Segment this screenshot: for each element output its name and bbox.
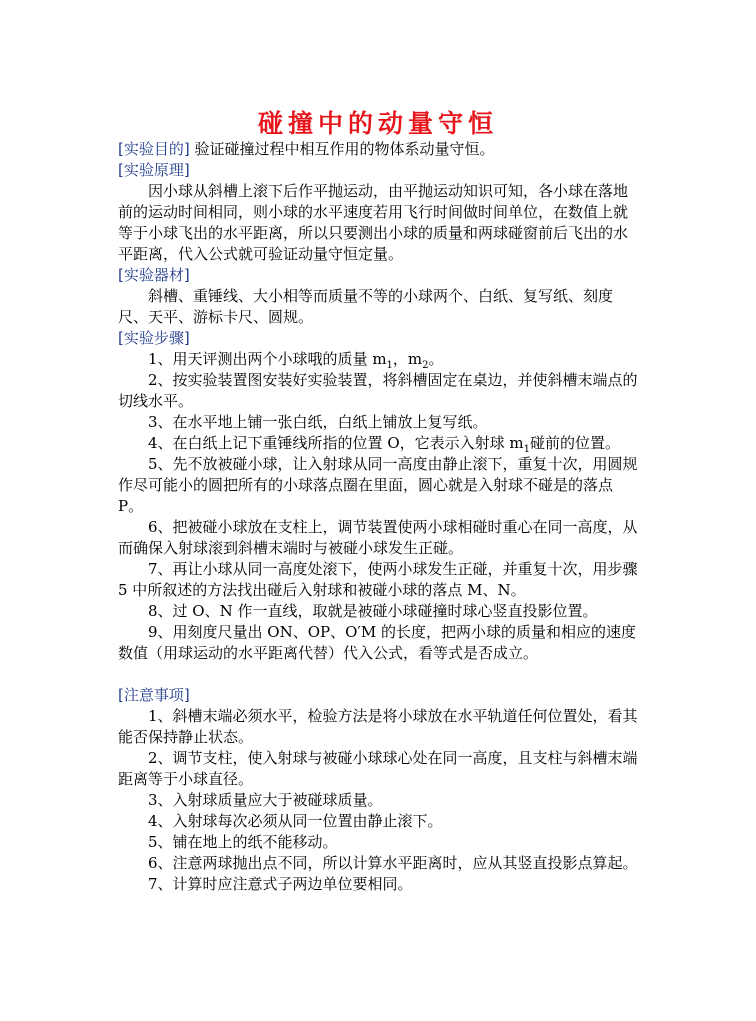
step-1-subscript-2: 2 (422, 360, 429, 371)
step-4-subscript: 1 (523, 444, 530, 455)
step-5: 5、先不放被碰小球，让入射球从同一高度由静止滚下，重复十次，用圆规作尽可能小的圆把所有的小球落点圈在里面，圆心就是入射球不碰是的落点 P。 (118, 455, 638, 515)
purpose-text: 验证碰撞过程中相互作用的物体系动量守恒。 (194, 140, 495, 158)
step-1-subscript-1: 1 (386, 360, 393, 371)
step-4 (118, 433, 638, 454)
page-title: 碰撞中的动量守恒 (257, 109, 498, 138)
section-spacer (118, 664, 638, 685)
principle-label-line (118, 160, 638, 181)
note-item: 7、计算时应注意式子两边单位要相同。 (148, 875, 413, 893)
step-4-text: 4、在白纸上记下重锤线所指的位置 O，它表示入射球 m (148, 434, 524, 452)
note-item: 1、斜槽末端必须水平，检验方法是将小球放在水平轨道任何位置处，看其能否保持静止状态。 (118, 707, 638, 746)
notes-label-line (118, 685, 638, 706)
steps-label-line (118, 328, 638, 349)
step-4-end: 碰前的位置。 (529, 434, 620, 452)
equipment-text: 斜槽、重锤线、大小相等而质量不等的小球两个、白纸、复写纸、刻度尺、天平、游标卡尺、圆规。 (118, 287, 614, 326)
principle-text: 因小球从斜槽上滚下后作平抛运动，由平抛运动知识可知，各小球在落地前的运动时间相同，则小球的水平速度若用飞行时间做时间单位，在数值上就等于小球飞出的水平距离，所以只要测出小球的质量和两球碰窗前后飞出的水平距离，代入公式就可验证动量守恒定量。 (118, 182, 629, 263)
document-body (118, 139, 638, 895)
step-8: 8、过 O、N 作一直线，取就是被碰小球碰撞时球心竖直投影位置。 (148, 602, 598, 620)
step-7: 7、再让小球从同一高度处滚下，使两小球发生正碰，并重复十次，用步骤 5 中所叙述的方法找出碰后入射球和被碰小球的落点 M、N。 (118, 560, 638, 599)
note-item: 2、调节支柱，使入射球与被碰小球球心处在同一高度，且支柱与斜槽末端距离等于小球直径。 (118, 749, 638, 788)
step-1 (118, 349, 638, 370)
step-2: 2、按实验装置图安装好实验装置，将斜槽固定在桌边，并使斜槽末端点的切线水平。 (118, 371, 638, 410)
step-6: 6、把被碰小球放在支柱上，调节装置使两小球相碰时重心在同一高度，从而确保入射球滚到斜槽末端时与被碰小球发生正碰。 (118, 518, 638, 557)
equipment-label: [实验器材] (118, 266, 190, 284)
step-1-text: 1、用天评测出两个小球哦的质量 m (148, 350, 387, 368)
note-item: 4、入射球每次必须从同一位置由静止滚下。 (148, 812, 443, 830)
equipment-label-line (118, 265, 638, 286)
step-1-separator: ，m (392, 350, 423, 368)
note-item: 6、注意两球抛出点不同，所以计算水平距离时，应从其竖直投影点算起。 (148, 854, 638, 872)
step-3: 3、在水平地上铺一张白纸，白纸上铺放上复写纸。 (148, 413, 488, 431)
note-item: 5、铺在地上的纸不能移动。 (148, 833, 338, 851)
principle-label: [实验原理] (118, 161, 190, 179)
note-item: 3、入射球质量应大于被碰球质量。 (148, 791, 383, 809)
step-9: 9、用刻度尺量出 ON、OP、O′M 的长度，把两小球的质量和相应的速度数值（用球运动的水平距离代替）代入公式，看等式是否成立。 (118, 623, 636, 662)
purpose-label: [实验目的] (118, 140, 190, 158)
steps-label: [实验步骤] (118, 329, 190, 347)
notes-label: [注意事项] (118, 686, 190, 704)
step-1-end: 。 (428, 350, 444, 368)
purpose-section (118, 139, 638, 160)
